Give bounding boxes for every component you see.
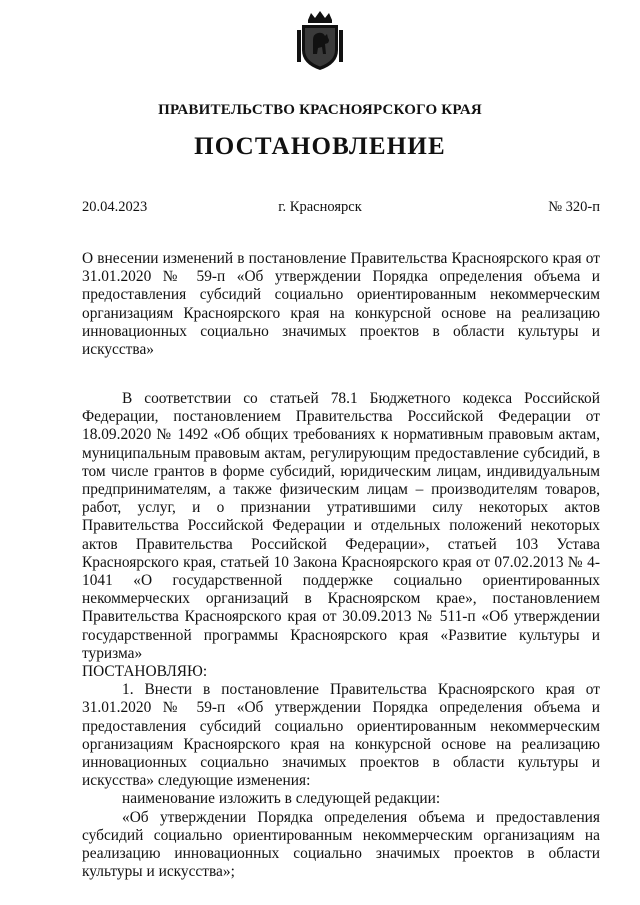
decree-word: ПОСТАНОВЛЯЮ: — [82, 663, 208, 681]
document-type-title: ПОСТАНОВЛЕНИЕ — [194, 133, 446, 160]
government-name: ПРАВИТЕЛЬСТВО КРАСНОЯРСКОГО КРАЯ — [158, 102, 482, 118]
document-number: № 320-п — [548, 199, 600, 215]
preamble-paragraph: В соответствии со статьей 78.1 Бюджетного кодекса Российской Федерации, постановлением Правительства Российской Федерации от 18.09.2020 № 1492 «Об общих требованиях к нормативным правовым актам, муниципальным правовым актам, регулирующим предоставление субсидий, в том числе грантов в форме субсидий, юридическим лицам, индивидуальным предпринимателям, а также физическим лицам – производителям товаров, работ, услуг, и о признании утратившими силу некоторых актов Правительства Российской Федерации и отдельных положений некоторых актов Правительства Российской Федерации», статьей 103 Устава Красноярского края, статьей 10 Закона Красноярского края от 07.02.2013 № 4-1041 «О государственной поддержке социально ориентированных некоммерческих организаций в Красноярском крае», постановлением Правительства Красноярского края от 30.09.2013 № 511-п «Об утверждении государственной программы Красноярского края «Развитие культуры и туризма» — [82, 390, 600, 662]
item-1-quote-paragraph: «Об утверждении Порядка определения объема и предоставления субсидий социально ориентированным некоммерческим организациям на реализацию инновационных социально значимых проектов в области культуры и искусства»; — [82, 808, 600, 881]
document-subject: О внесении изменений в постановление Правительства Красноярского края от 31.01.2020 № 59-п «Об утверждении Порядка определения объема и предоставления субсидий социально ориентированным некоммерческим организациям Красноярского края на конкурсной основе на реализацию инновационных социально значимых проектов в области культуры и искусства» — [82, 250, 600, 359]
item-1-sub-paragraph: наименование изложить в следующей редакции: — [122, 790, 441, 808]
document-body — [82, 390, 600, 881]
krasnoyarsk-coat-of-arms-icon — [296, 10, 344, 72]
document-city: г. Красноярск — [278, 199, 362, 215]
item-1-paragraph: 1. Внести в постановление Правительства Красноярского края от 31.01.2020 № 59-п «Об утверждении Порядка определения объема и предоставления субсидий социально ориентированным некоммерческим организациям Красноярского края на конкурсной основе на реализацию инновационных социально значимых проектов в области культуры и искусства» следующие изменения: — [82, 681, 600, 790]
document-date: 20.04.2023 — [82, 199, 148, 215]
